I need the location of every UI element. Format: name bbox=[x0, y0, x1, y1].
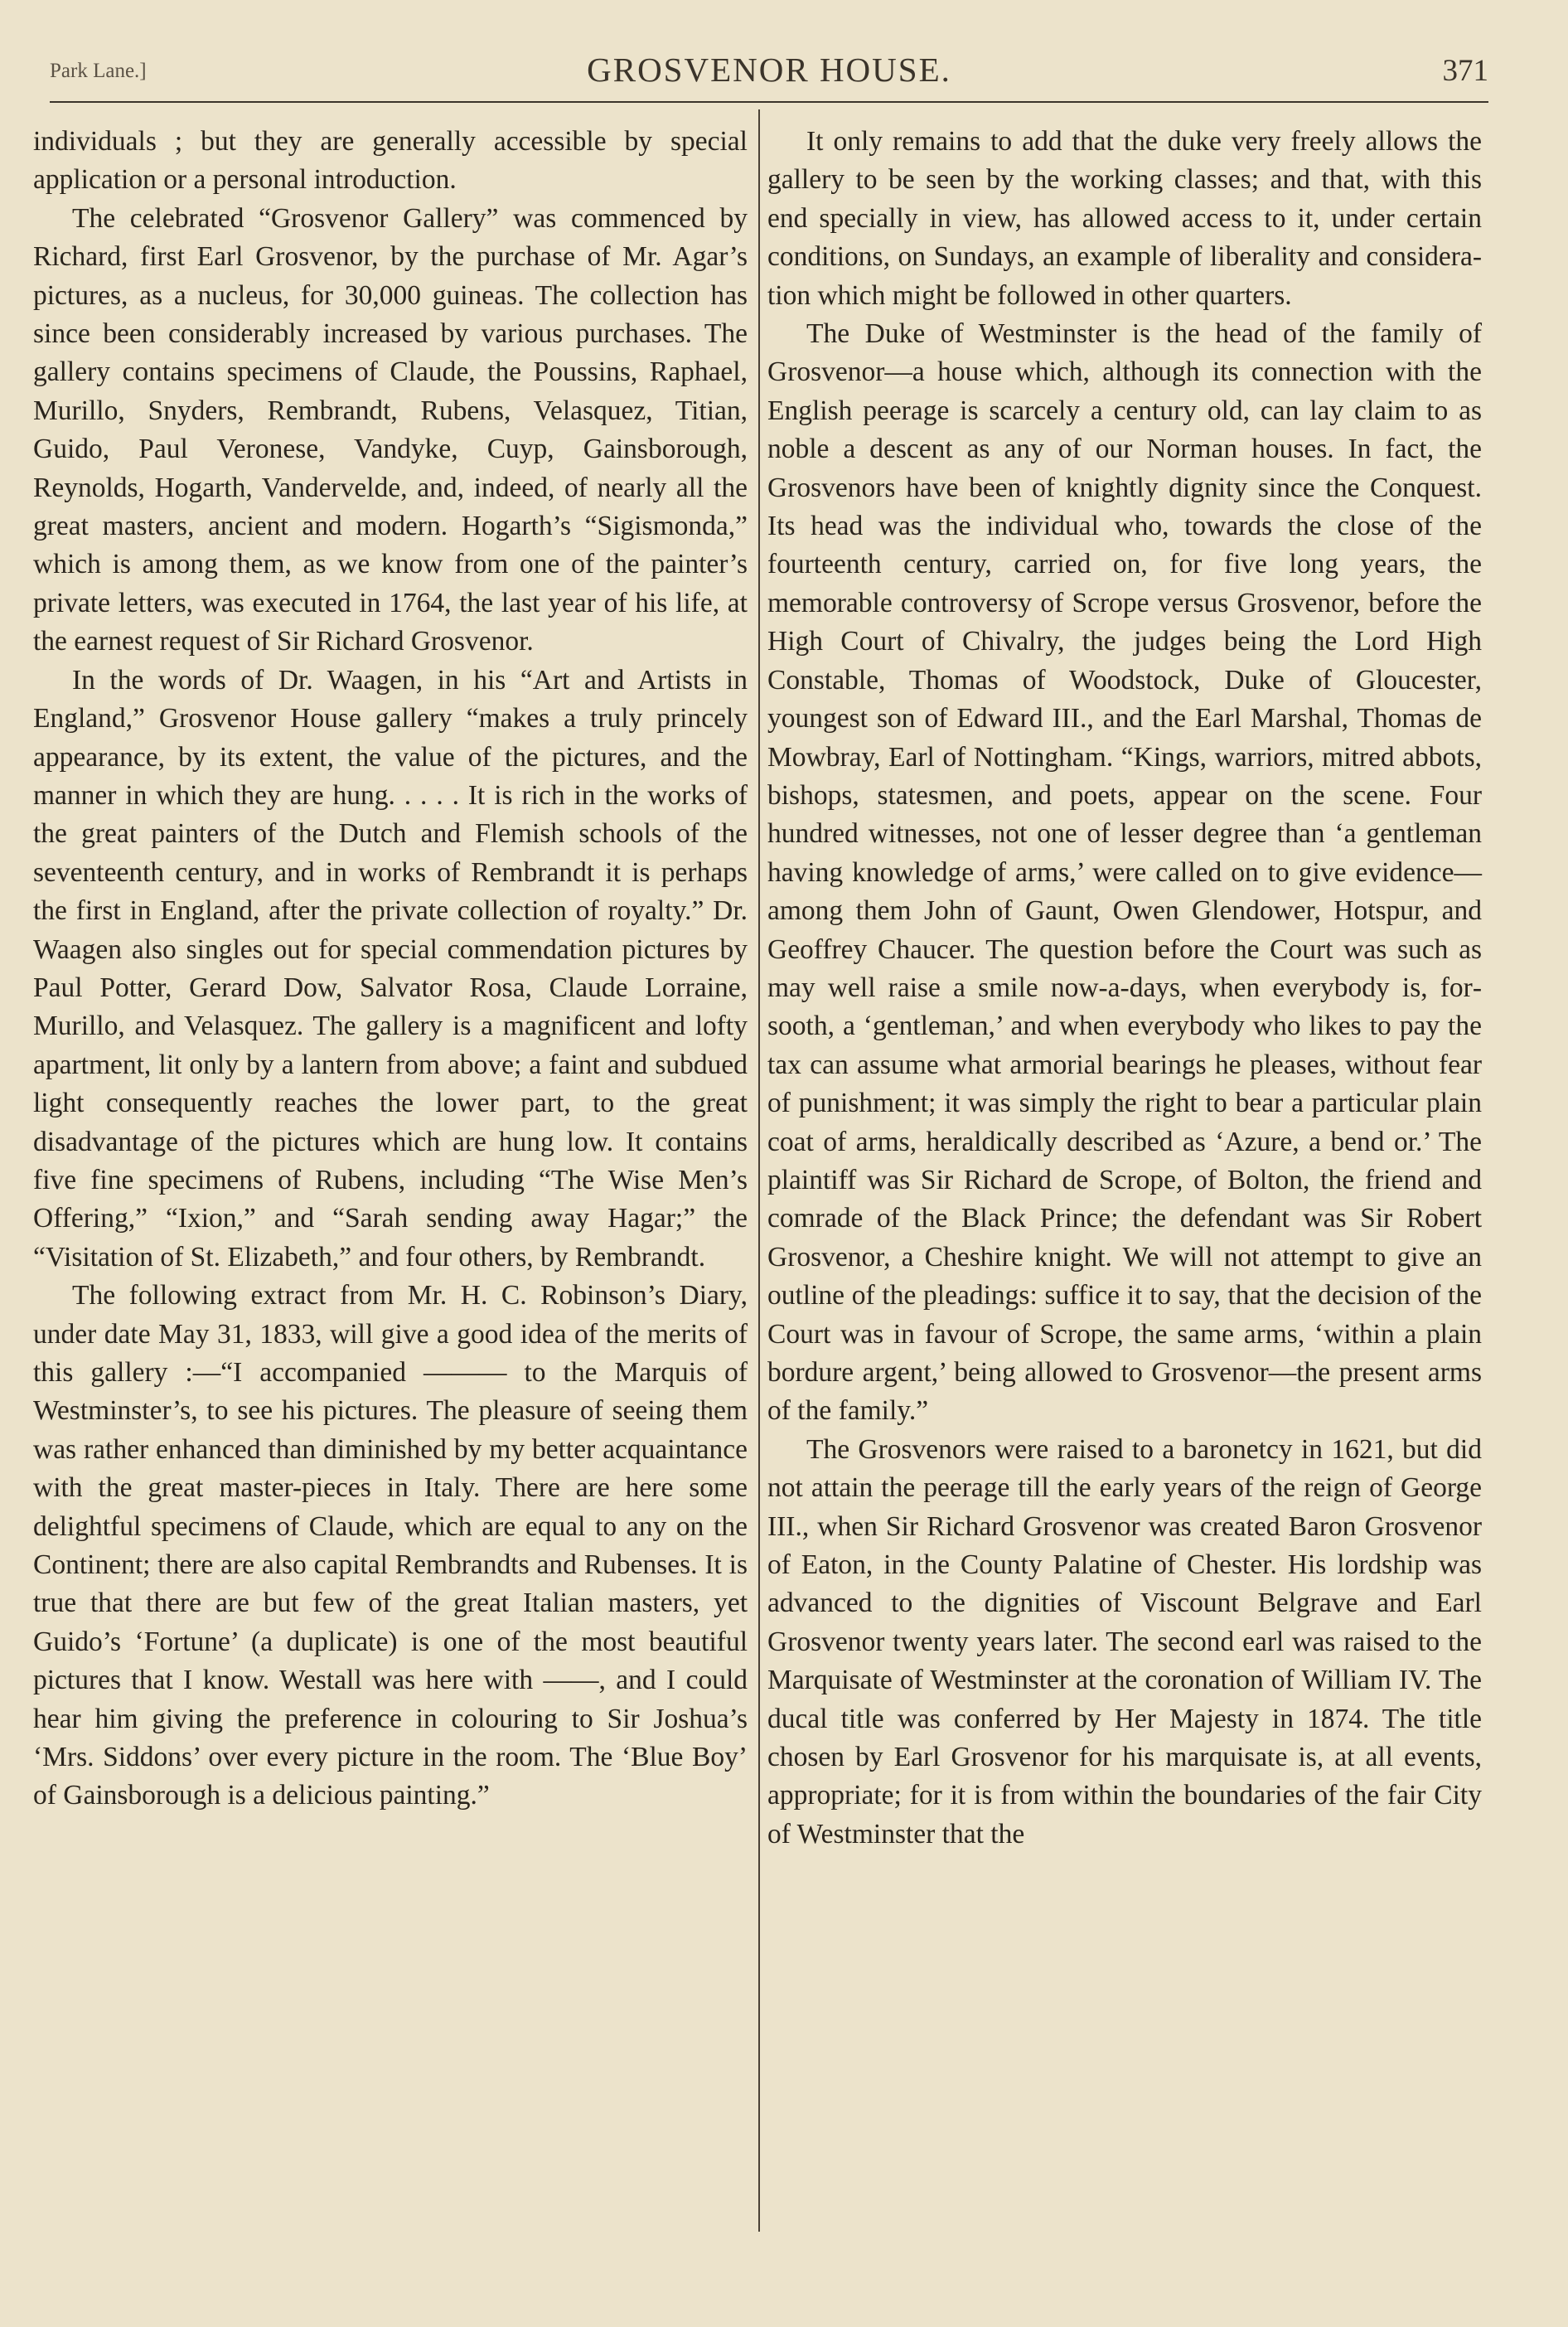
section-label: Park Lane.] bbox=[50, 60, 147, 82]
paragraph: In the words of Dr. Waagen, in his “Art and Artists in England,” Grosvenor House gallery “makes a truly princely appearance, by its extent, the value of the pictures, and the manner in which they are hung. . . . . It is rich in the works of the great painters of the Dutch and Flemish schools of the seventeenth century, and in works of Rembrandt it is perhaps the first in England, after the private collection of royalty.” Dr. Waagen also singles out for special commendation pictures by Paul Potter, Gerard Dow, Salvator Rosa, Claude Lorraine, Murillo, and Velasquez. The gallery is a magnificent and lofty apartment, lit only by a lantern from above; a faint and subdued light consequently reaches the lower part, to the great disadvantage of the pictures which are hung low. It contains five fine specimens of Rubens, including “The Wise Men’s Offering,” “Ixion,” and “Sarah sending away Hagar;” the “Visitation of St. Elizabeth,” and four others, by Rembrandt. bbox=[33, 664, 748, 1273]
left-column bbox=[33, 123, 748, 1816]
paragraph: The Duke of Westminster is the head of the family of Grosvenor—a house which, although its connection with the English peerage is scarcely a century old, can lay claim to as noble a descent as any of our Norman houses. In fact, the Grosvenors have been of knightly dignity since the Conquest. Its head was the individual who, towards the close of the fourteenth century, carried on, for five long years, the memorable controversy of Scrope versus Grosvenor, before the High Court of Chivalry, the judges being the Lord High Constable, Thomas of Woodstock, Duke of Gloucester, youngest son of Edward III., and the Earl Marshal, Thomas de Mowbray, Earl of Nottingham. “Kings, warriors, mitred abbots, bishops, statesmen, and poets, appear on the scene. Four hundred witnesses, not one of lesser degree than ‘a gentleman having knowledge of arms,’ were called on to give evidence—among them John of Gaunt, Owen Glendower, Hotspur, and Geoffrey Chaucer. The question before the Court was such as may well raise a smile now-a-days, when everybody is, forsooth, a ‘gentleman,’ and when everybody who likes to pay the tax can assume what armorial bearings he pleases, without fear of punishment; it was simply the right to bear a particular plain coat of arms, heraldically described as ‘Azure, a bend or.’ The plaintiff was Sir Richard de Scrope, of Bolton, the friend and comrade of the Black Prince; the defendant was Sir Robert Grosvenor, a Cheshire knight. We will not attempt to give an outline of the pleadings: suffice it to say, that the decision of the Court was in favour of Scrope, the same arms, ‘within a plain bordure argent,’ being allowed to Grosvenor—the present arms of the family.” bbox=[767, 318, 1482, 1427]
paragraph: The celebrated “Grosvenor Gallery” was commenced by Richard, first Earl Grosvenor, by the purchase of Mr. Agar’s pictures, as a nucleus, for 30,000 guineas. The collection has since been considerably increased by various purchases. The gallery contains specimens of Claude, the Poussins, Raphael, Murillo, Snyders, Rembrandt, Rubens, Velasquez, Titian, Guido, Paul Veronese, Vandyke, Cuyp, Gainsborough, Reynolds, Hogarth, Vandervelde, and, indeed, of nearly all the great masters, ancient and modern. Hogarth’s “Sigismonda,” which is among them, as we know from one of the painter’s private letters, was executed in 1764, the last year of his life, at the earnest request of Sir Richard Grosvenor. bbox=[33, 202, 748, 657]
page-number: 371 bbox=[1442, 54, 1488, 88]
paragraph: The following extract from Mr. H. C. Robinson’s Diary, under date May 31, 1833, will give a good idea of the merits of this gallery :—“I accompanied ——— to the Marquis of Westminster’s, to see his pictures. The pleasure of seeing them was rather enhanced than diminished by my better acquaintance with the great master-pieces in Italy. There are here some delightful specimens of Claude, which are equal to any on the Continent; there are also capital Rembrandts and Rubenses. It is true that there are but few of the great Italian masters, yet Guido’s ‘Fortune’ (a duplicate) is one of the most beautiful pictures that I know. Westall was here with ——, and I could hear him giving the preference in colouring to Sir Joshua’s ‘Mrs. Siddons’ over every picture in the room. The ‘Blue Boy’ of Gainsborough is a delicious painting.” bbox=[33, 1280, 748, 1811]
column-divider bbox=[758, 109, 760, 2232]
running-head bbox=[50, 43, 1488, 103]
header-rule bbox=[50, 101, 1488, 103]
paragraph: It only remains to add that the duke very freely allows the gallery to be seen by the working classes; and that, with this end specially in view, has allowed access to it, under certain conditions, on Sundays, an example of liberality and consideration which might be followed in other quarters. bbox=[767, 126, 1482, 311]
page-title: GROSVENOR HOUSE. bbox=[587, 51, 951, 89]
paragraph: individuals ; but they are generally accessible by special application or a personal introduction. bbox=[33, 126, 748, 196]
paragraph: The Grosvenors were raised to a baronetcy in 1621, but did not attain the peerage till the early years of the reign of George III., when Sir Richard Grosvenor was created Baron Grosvenor of Eaton, in the County Palatine of Chester. His lordship was advanced to the dignities of Viscount Belgrave and Earl Grosvenor twenty years later. The second earl was raised to the Marquisate of Westminster at the coronation of William IV. The ducal title was conferred by Her Majesty in 1874. The title chosen by Earl Grosvenor for his marquisate is, at all events, appropriate; for it is from within the boundaries of the fair City of Westminster that the bbox=[767, 1433, 1482, 1849]
right-column bbox=[767, 123, 1482, 1854]
